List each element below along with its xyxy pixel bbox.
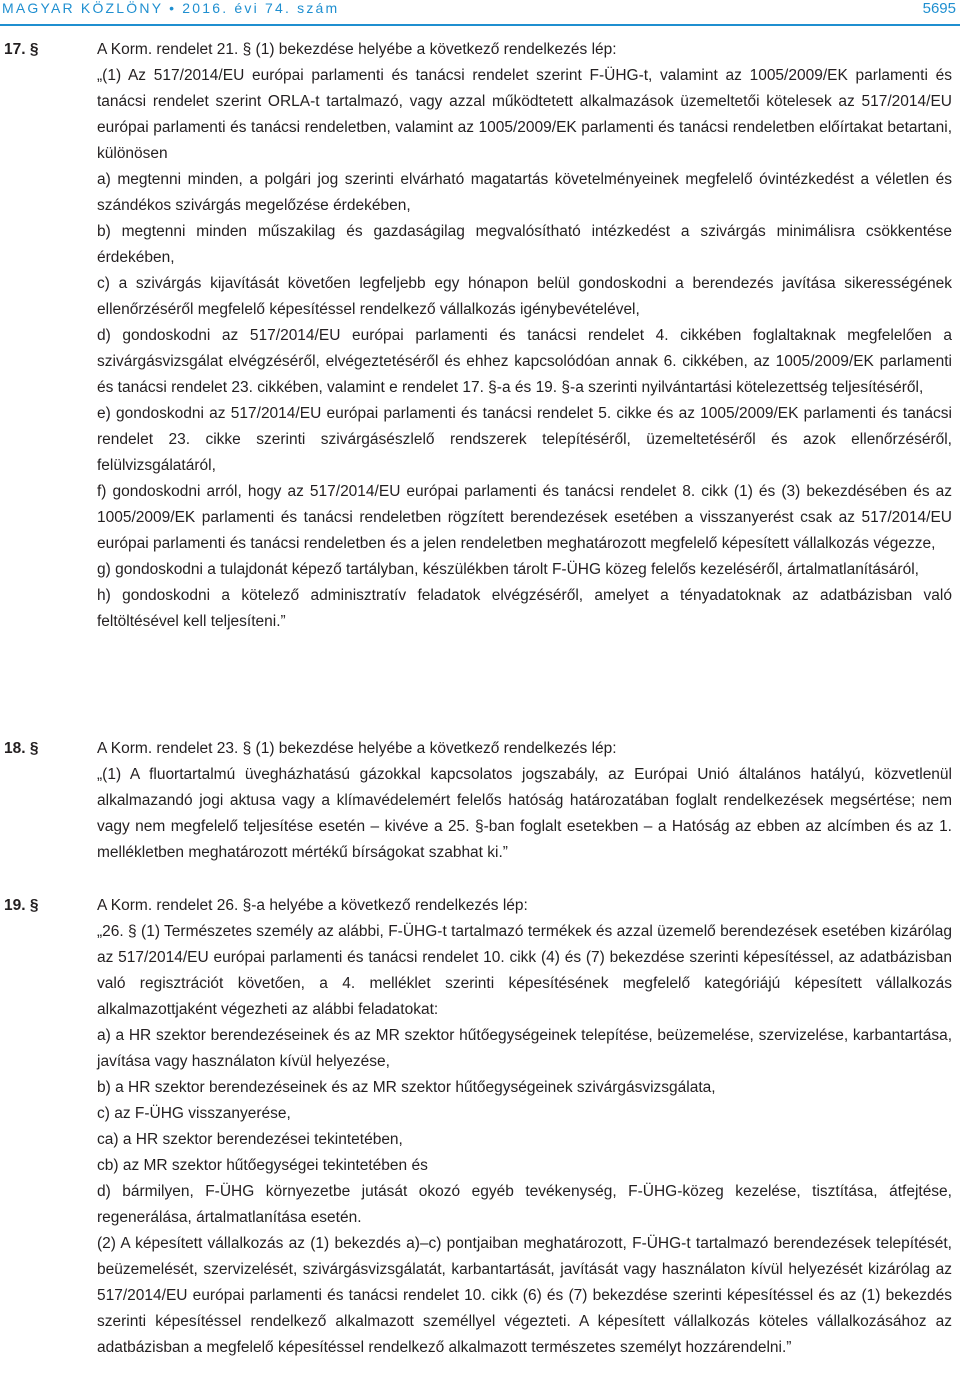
point-cb: cb) az MR szektor hűtőegységei tekintetében és	[97, 1157, 428, 1174]
quoted-provision: „(1) Az 517/2014/EU európai parlamenti és tanácsi rendelet szerint F-ÜHG-t, valamint az 1005/2009/EK parlamenti és tanácsi rendelet szerint ORLA-t tartalmazó, vagy azzal működtetett alkalmazások üzemeltetői kötelesek az 517/2014/EU európai parlamenti és tanácsi rendeletben, valamint az 1005/2009/EK parlamenti és tanácsi rendeletben előírtakat betartani, különösen	[97, 67, 952, 162]
section-body	[97, 736, 952, 866]
section-number: 17. §	[4, 41, 39, 58]
section-number: 19. §	[4, 897, 39, 914]
point-h: h) gondoskodni a kötelező adminisztratív feladatok elvégzéséről, amelyet a tényadatoknak az adatbázisban való feltöltésével kell teljesíteni.”	[97, 587, 952, 630]
page-header	[0, 0, 960, 26]
section-number: 18. §	[4, 740, 39, 757]
point-a: a) a HR szektor berendezéseinek és az MR szektor hűtőegységeinek telepítése, beüzemelése, szervizelése, karbantartása, javítása vagy használaton kívül helyezése,	[97, 1027, 952, 1070]
point-a: a) megtenni minden, a polgári jog szerinti elvárható magatartás követelményeinek megfelelő óvintézkedést a véletlen és szándékos szivárgás megelőzése érdekében,	[97, 171, 952, 214]
section-lead: A Korm. rendelet 21. § (1) bekezdése helyébe a következő rendelkezés lép:	[97, 41, 617, 58]
paragraph-2: (2) A képesített vállalkozás az (1) bekezdés a)–c) pontjaiban meghatározott, F-ÜHG-t tartalmazó berendezések telepítését, beüzemelését, szervizelését, szivárgásvizsgálatát, karbantartását, javítását vagy használaton kívül helyezését kizárólag az 517/2014/EU európai parlamenti és tanácsi rendelet 10. cikk (6) és (7) bekezdése szerinti képesítéssel és az (1) bekezdés szerinti képesítéssel rendelkező alkalmazott személlyel végezteti. A képesített vállalkozás köteles vállalkozásához az adatbázisban a megfelelő képesítéssel rendelkező alkalmazott természetes személyt hozzárendelni.”	[97, 1235, 952, 1356]
point-b: b) a HR szektor berendezéseinek és az MR szektor hűtőegységeinek szivárgásvizsgálata,	[97, 1079, 716, 1096]
quoted-provision: „26. § (1) Természetes személy az alábbi, F-ÜHG-t tartalmazó termékek és azzal üzemelő berendezések esetében kizárólag az 517/2014/EU európai parlamenti és tanácsi rendelet 10. cikk (4) és (7) bekezdése szerinti képesítéssel, az adatbázisban való regisztrációt követően, a 4. melléklet szerinti képesítésének megfelelő kategóriájú képesített vállalkozás alkalmazottjaként végezheti az alábbi feladatokat:	[97, 923, 952, 1018]
point-c: c) az F-ÜHG visszanyerése,	[97, 1105, 291, 1122]
section-body	[97, 37, 952, 635]
header-rule	[0, 24, 960, 26]
point-g: g) gondoskodni a tulajdonát képező tartályban, készülékben tárolt F-ÜHG közeg felelős kezeléséről, ártalmatlanításáról,	[97, 561, 919, 578]
page-number: 5695	[922, 0, 956, 17]
section-17	[0, 37, 952, 635]
point-e: e) gondoskodni az 517/2014/EU európai parlamenti és tanácsi rendelet 5. cikke és az 1005/2009/EK parlamenti és tanácsi rendelet 23. cikke szerinti szivárgásészlelő rendszerek telepítéséről, üzemeltetéséről és azok ellenőrzéséről, felülvizsgálatáról,	[97, 405, 952, 474]
section-body	[97, 893, 952, 1361]
section-lead: A Korm. rendelet 26. §-a helyébe a következő rendelkezés lép:	[97, 897, 528, 914]
gazette-title: MAGYAR KÖZLÖNY • 2016. évi 74. szám	[2, 0, 340, 16]
point-d: d) gondoskodni az 517/2014/EU európai parlamenti és tanácsi rendelet 4. cikkében foglaltaknak megfelelően a szivárgásvizsgálat elvégzéséről, elvégeztetéséről és ehhez kapcsolódóan annak 6. cikkében, az 1005/2009/EK parlamenti és tanácsi rendelet 23. cikkében, valamint e rendelet 17. §-a és 19. §-a szerinti nyilvántartási kötelezettség teljesítéséről,	[97, 327, 952, 396]
point-ca: ca) a HR szektor berendezései tekintetében,	[97, 1131, 403, 1148]
point-b: b) megtenni minden műszakilag és gazdaságilag megvalósítható intézkedést a szivárgás minimálisra csökkentése érdekében,	[97, 223, 952, 266]
point-f: f) gondoskodni arról, hogy az 517/2014/EU európai parlamenti és tanácsi rendelet 8. cikk (1) és (3) bekezdésében és az 1005/2009/EK parlamenti és tanácsi rendeletben rögzített berendezések esetében a visszanyerést csak az 517/2014/EU európai parlamenti és tanácsi rendeletben és a jelen rendeletben meghatározott megfelelő képesített vállalkozás végezze,	[97, 483, 952, 552]
section-19	[0, 893, 952, 1361]
quoted-provision: „(1) A fluortartalmú üvegházhatású gázokkal kapcsolatos jogszabály, az Európai Unió általános hatályú, közvetlenül alkalmazandó jogi aktusa vagy a klímavédelemért felelős hatóság határozatában foglalt rendelkezések megsértése; nem vagy nem megfelelő teljesítése esetén – kivéve a 25. §-ban foglalt esetekben – a Hatóság az ebben az alcímben és az 1. mellékletben meghatározott mértékű bírságokat szabhat ki.”	[97, 766, 952, 861]
section-lead: A Korm. rendelet 23. § (1) bekezdése helyébe a következő rendelkezés lép:	[97, 740, 617, 757]
point-d: d) bármilyen, F-ÜHG környezetbe jutását okozó egyéb tevékenység, F-ÜHG-közeg kezelése, tisztítása, átfejtése, regenerálása, ártalmatlanítása esetén.	[97, 1183, 952, 1226]
section-18	[0, 736, 952, 866]
point-c: c) a szivárgás kijavítását követően legfeljebb egy hónapon belül gondoskodni a berendezés javítása sikerességének ellenőrzéséről megfelelő képesítéssel rendelkező vállalkozás igénybevételével,	[97, 275, 952, 318]
